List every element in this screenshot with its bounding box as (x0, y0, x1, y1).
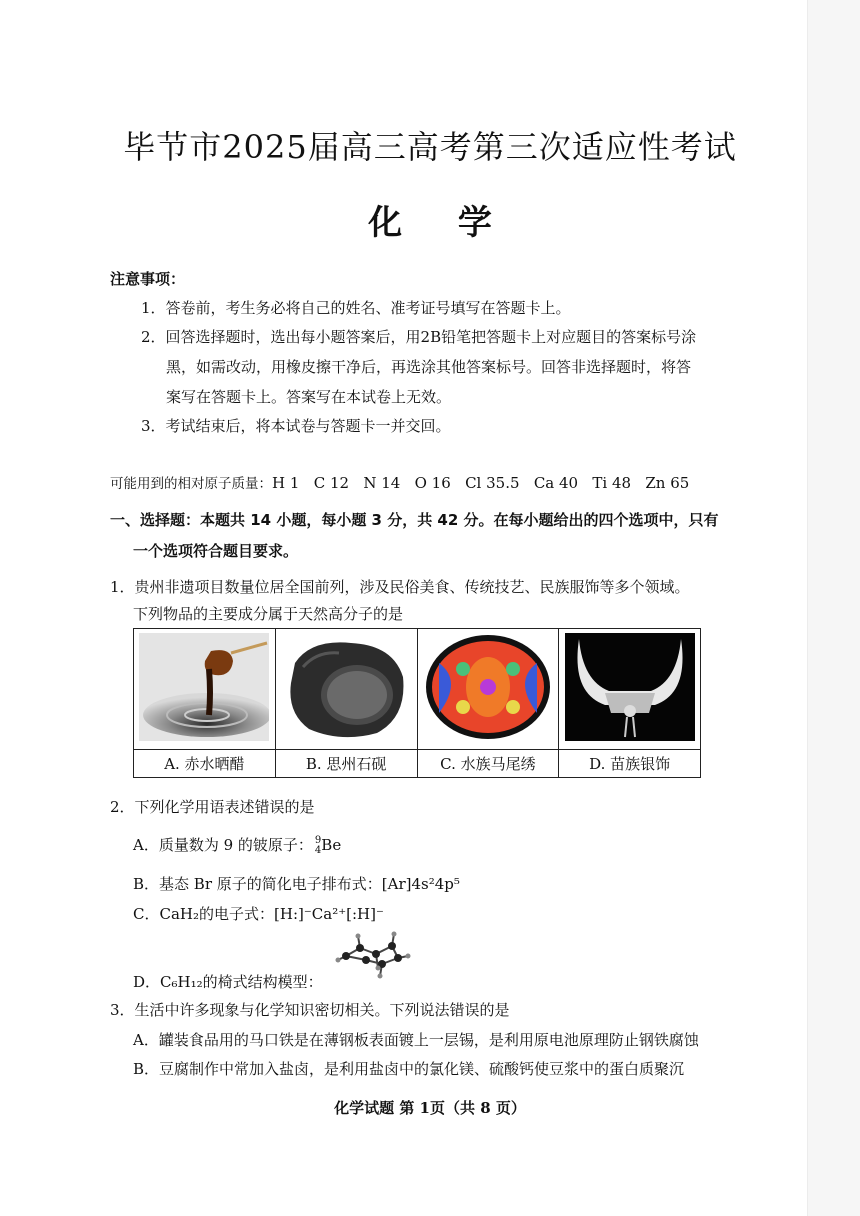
q2-option-c (133, 903, 384, 924)
q1-image-c (417, 629, 559, 750)
exam-title: 毕节市2025届高三高考第三次适应性考试 (123, 128, 737, 166)
q1-stem: 1．贵州非遗项目数量位居全国前列，涉及民俗美食、传统技艺、民族服饰等多个领域。 (110, 578, 690, 596)
q2-option-d-label: D． (133, 973, 161, 991)
notice-heading: 注意事项： (110, 270, 186, 288)
q2-option-d-text: 的椅式结构模型： (202, 973, 323, 991)
page-footer: 化学试题 第 1页（共 8 页） (334, 1099, 526, 1117)
q2-option-b-text: B．基态 Br 原子的简化电子排布式： (133, 875, 382, 893)
q1-image-d (559, 629, 701, 750)
q2-option-a-symbol: Be (321, 836, 342, 854)
q1-option-d: D. 苗族银饰 (559, 750, 701, 778)
cyclohexane-chair-model (332, 930, 412, 980)
section-heading-cont: 一个选项符合题目要求。 (133, 542, 299, 560)
q2-option-c-text: 的电子式： (199, 905, 275, 923)
subject-char-2: 学 (457, 203, 492, 243)
notice-item-2-cont2: 案写在答题卡上。答案写在本试卷上无效。 (166, 388, 452, 406)
q2-stem: 2．下列化学用语表述错误的是 (110, 798, 315, 816)
q2-option-d (133, 971, 323, 992)
atomic-masses-label: 可能用到的相对原子质量： (110, 476, 272, 492)
q1-image-a (134, 629, 276, 750)
q2-option-a (133, 834, 341, 856)
q1-option-c: C. 水族马尾绣 (417, 750, 559, 778)
notice-item-2-cont: 黑，如需改动，用橡皮擦干净后，再选涂其他答案标号。回答非选择题时，将答 (166, 358, 692, 376)
q1-image-b (275, 629, 417, 750)
q3-stem: 3．生活中许多现象与化学知识密切相关。下列说法错误的是 (110, 1001, 510, 1019)
q1-stem-cont: 下列物品的主要成分属于天然高分子的是 (133, 605, 404, 623)
atomic-masses (110, 472, 689, 492)
atomic-masses-values: H 1 C 12 N 14 O 16 Cl 35.5 Ca 40 Ti 48 Zn 65 (272, 474, 690, 492)
q2-option-c-label: C． (133, 905, 160, 923)
q3-option-a: A．罐装食品用的马口铁是在薄钢板表面镀上一层锡，是利用原电池原理防止钢铁腐蚀 (133, 1031, 699, 1049)
notice-item-1: 1．答卷前，考生务必将自己的姓名、准考证号填写在答题卡上。 (141, 299, 571, 317)
q1-option-a: A. 赤水晒醋 (134, 750, 276, 778)
page-edge-shadow (807, 0, 860, 1216)
q2-option-a-mass: 9 (314, 835, 322, 846)
section-heading: 一、选择题：本题共 14 小题，每小题 3 分，共 42 分。在每小题给出的四个选项中，只有 (110, 511, 719, 529)
q2-option-c-formula: CaH₂ (159, 905, 199, 923)
notice-item-2: 2．回答选择题时，选出每小题答案后，用2B铅笔把答题卡上对应题目的答案标号涂 (141, 328, 697, 346)
q2-option-b (133, 873, 460, 894)
q1-option-b: B. 思州石砚 (275, 750, 417, 778)
q3-option-b: B．豆腐制作中常加入盐卤，是利用盐卤中的氯化镁、硫酸钙使豆浆中的蛋白质聚沉 (133, 1060, 685, 1078)
q1-options-table (133, 628, 701, 778)
q2-option-a-number: 4 (314, 845, 322, 856)
q2-option-c-structure: [H:]⁻Ca²⁺[:H]⁻ (274, 905, 384, 923)
q2-option-d-formula: C₆H₁₂ (160, 973, 203, 991)
notice-item-3: 3．考试结束后，将本试卷与答题卡一并交回。 (141, 417, 451, 435)
subject-char-1: 化 (368, 203, 403, 243)
subject-title (0, 195, 860, 244)
q2-option-a-text: A．质量数为 9 的铍原子： (133, 836, 313, 854)
q2-option-b-config: [Ar]4s²4p⁵ (381, 875, 460, 893)
